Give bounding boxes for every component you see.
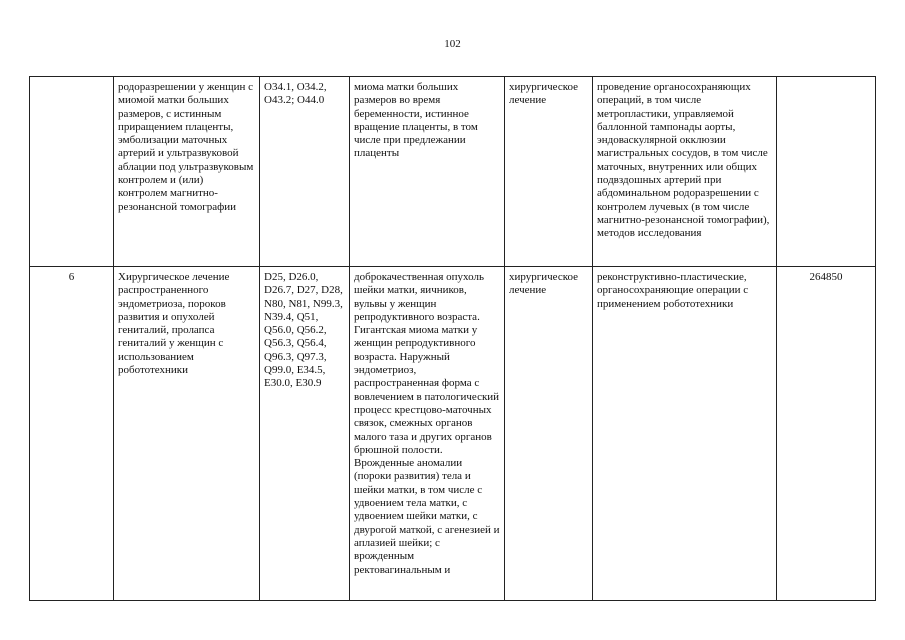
cell-icd-codes: O34.1, O34.2, O43.2; O44.0 [260, 77, 350, 267]
cell-treatment-type: хирургическое лечение [505, 267, 593, 601]
cell-number: 6 [30, 267, 114, 601]
cell-treatment-method: проведение органосохраняющих операций, в том числе метропластики, управляемой баллонной тампонады аорты, эндоваскулярной окклюзии магистральных сосудов, в том числе маточных, внутренних или общих подвздошных артерий при абдоминальном родоразрешении с контролем лучевых (в том числе магнитно-резонансной томографии), методов исследования [593, 77, 777, 267]
procedures-table [29, 76, 876, 601]
page-number: 102 [444, 38, 461, 50]
table-row [30, 77, 876, 267]
cell-care-type: родоразрешении у женщин с миомой матки больших размеров, с истинным приращением плаценты, эмболизации маточных артерий и ультразвуковой аблации под ультразвуковым контролем и (или) контролем магнитно-резонансной томографии [114, 77, 260, 267]
cell-treatment-method: реконструктивно-пластические, органосохраняющие операции с применением робототехники [593, 267, 777, 601]
cell-cost: 264850 [777, 267, 876, 601]
table-row [30, 267, 876, 601]
cell-care-type: Хирургическое лечение распространенного эндометриоза, пороков развития и опухолей гениталий, пролапса гениталий у женщин с использованием робототехники [114, 267, 260, 601]
cell-treatment-type: хирургическое лечение [505, 77, 593, 267]
cell-icd-codes: D25, D26.0, D26.7, D27, D28, N80, N81, N99.3, N39.4, Q51, Q56.0, Q56.2, Q56.3, Q56.4, Q96.3, Q97.3, Q99.0, E34.5, E30.0, E30.9 [260, 267, 350, 601]
cell-patient-model: доброкачественная опухоль шейки матки, яичников, вульвы у женщин репродуктивного возраста. Гигантская миома матки у женщин репродуктивного возраста. Наружный эндометриоз, распространенная форма с вовлечением в патологический процесс крестцово-маточных связок, смежных органов малого таза и других органов брюшной полости. Врожденные аномалии (пороки развития) тела и шейки матки, в том числе с удвоением тела матки, с удвоением шейки матки, с двурогой маткой, с агенезией и аплазией шейки; с врожденным ректовагинальным и [350, 267, 505, 601]
cell-number [30, 77, 114, 267]
cell-cost [777, 77, 876, 267]
cell-patient-model: миома матки больших размеров во время беременности, истинное вращение плаценты, в том числе при предлежании плаценты [350, 77, 505, 267]
